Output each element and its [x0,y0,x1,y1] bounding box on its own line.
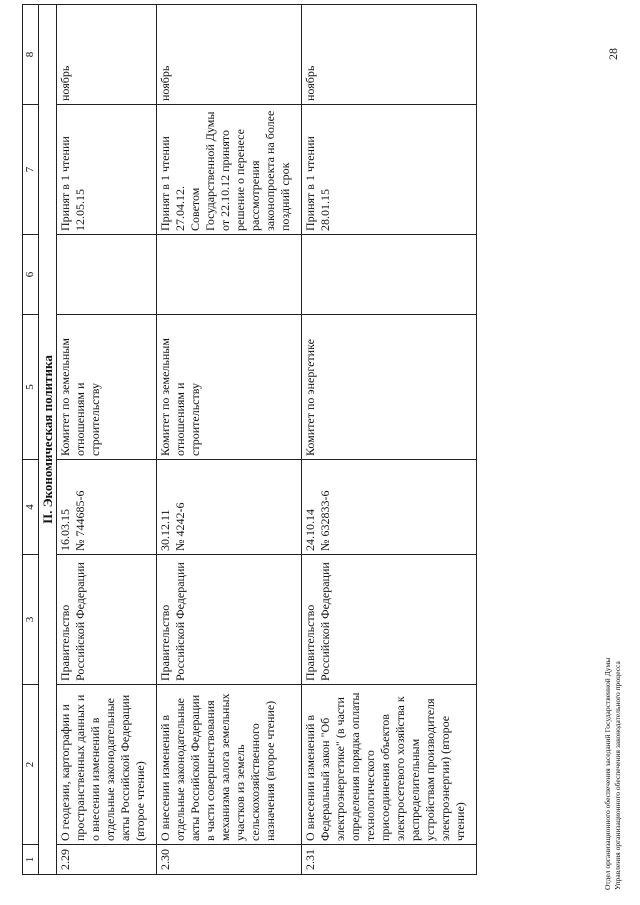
registration-date-number: 24.10.14 № 632833-6 [302,460,477,555]
section-title: II. Экономическая политика [39,5,57,875]
registration-date-number: 30.12.11 № 4242-6 [157,460,302,555]
col-header: 4 [23,460,39,555]
bill-status: Принят в 1 чтении 27.04.12. Советом Государственной Думы от 22.10.12 принято решение о перенесе рассмотрения законопроекта на более поздний срок [157,105,302,235]
bill-title: О внесении изменений в Федеральный закон "Об электроэнергетике" (в части определения порядка оплаты технологического присоединения объектов электросетевого хозяйства к распределительным устройствам производителя электроэнергии) (второе чтение) [302,685,477,845]
bill-status: Принят в 1 чтении 28.01.15 [302,105,477,235]
table-row [157,5,302,875]
bill-title: О геодезии, картографии и пространственных данных и о внесении изменений в отдельные законодательные акты Российской Федерации (второе чтение) [57,685,157,845]
col-header: 1 [23,845,39,875]
rotated-document-page [22,5,612,875]
footer-line: Управления организационного обеспечения законодательного процесса [613,661,622,890]
registration-date-number: 16.03.15 № 744685-6 [57,460,157,555]
responsible-committee: Комитет по энергетике [302,315,477,460]
row-number: 2.31 [302,845,477,875]
responsible-committee: Комитет по земельным отношениям и строительству [57,315,157,460]
responsible-committee: Комитет по земельным отношениям и строительству [157,315,302,460]
bills-table [22,4,477,875]
footer-line: Отдел организационного обеспечения заседаний Государственной Думы [603,657,612,890]
col-header: 3 [23,555,39,685]
column-number-row [23,5,39,875]
row-number: 2.29 [57,845,157,875]
col-header: 7 [23,105,39,235]
column-6-cell [57,235,157,315]
column-6-cell [157,235,302,315]
planned-month: ноябрь [57,5,157,105]
bill-title: О внесении изменений в отдельные законодательные акты Российской Федерации в части совершенствования механизма залога земельных участков из земель сельскохозяйственного назначения (второе чтение) [157,685,302,845]
planned-month: ноябрь [302,5,477,105]
col-header: 6 [23,235,39,315]
table-row [302,5,477,875]
col-header: 8 [23,5,39,105]
planned-month: ноябрь [157,5,302,105]
bill-author: Правительство Российской Федерации [157,555,302,685]
bill-author: Правительство Российской Федерации [302,555,477,685]
bill-status: Принят в 1 чтении 12.05.15 [57,105,157,235]
row-number: 2.30 [157,845,302,875]
col-header: 5 [23,315,39,460]
section-row [39,5,57,875]
bill-author: Правительство Российской Федерации [57,555,157,685]
column-6-cell [302,235,477,315]
page-number: 28 [606,48,620,60]
table-row [57,5,157,875]
col-header: 2 [23,685,39,845]
footer [603,610,623,890]
